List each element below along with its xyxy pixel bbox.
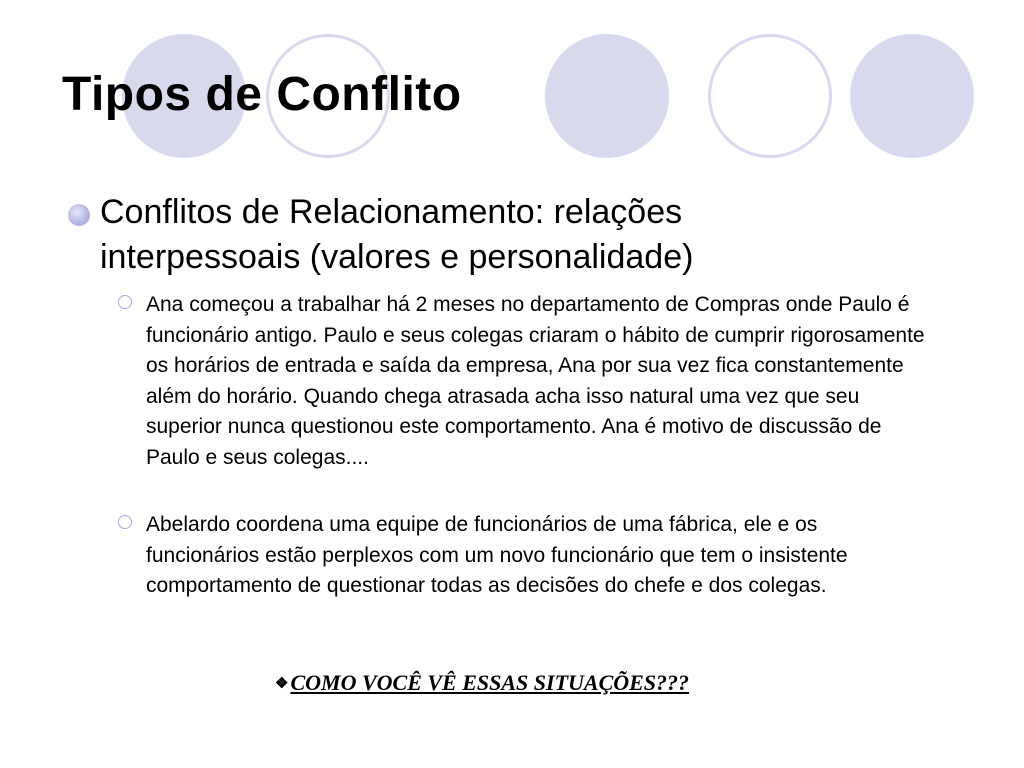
hollow-circle-bullet-icon xyxy=(118,515,132,529)
sub-bullet-text: Abelardo coordena uma equipe de funcionários de uma fábrica, ele e os funcionários estão perplexos com um novo funcionário que tem o insistente comportamento de questionar todas as decisões do chefe e dos colegas. xyxy=(146,513,848,598)
sub-bullet-item xyxy=(118,290,928,474)
decorative-circle-filled xyxy=(850,34,974,158)
main-bullet-text: Conflitos de Relacionamento: relações interpessoais (valores e personalidade) xyxy=(100,193,694,276)
decorative-circle-outline xyxy=(708,34,832,158)
hollow-circle-bullet-icon xyxy=(118,295,132,309)
decorative-circle-filled xyxy=(545,34,669,158)
question-text: COMO VOCÊ VÊ ESSAS SITUAÇÕES??? xyxy=(290,670,690,695)
main-bullet-item xyxy=(68,190,828,280)
sub-bullet-item xyxy=(118,510,928,602)
slide-title: Tipos de Conflito xyxy=(62,68,462,121)
filled-circle-bullet-icon xyxy=(68,204,90,226)
sub-bullet-text: Ana começou a trabalhar há 2 meses no departamento de Compras onde Paulo é funcionário antigo. Paulo e seus colegas criaram o hábito de cumprir rigorosamente os horários de entrada e saída da empresa, Ana por sua vez fica constantemente além do horário. Quando chega atrasada acha isso natural uma vez que seu superior nunca questionou este comportamento. Ana é motivo de discussão de Paulo e seus colegas.... xyxy=(146,293,925,469)
diamond-bullet-icon: ❖ xyxy=(275,676,289,692)
question-line xyxy=(275,670,689,696)
